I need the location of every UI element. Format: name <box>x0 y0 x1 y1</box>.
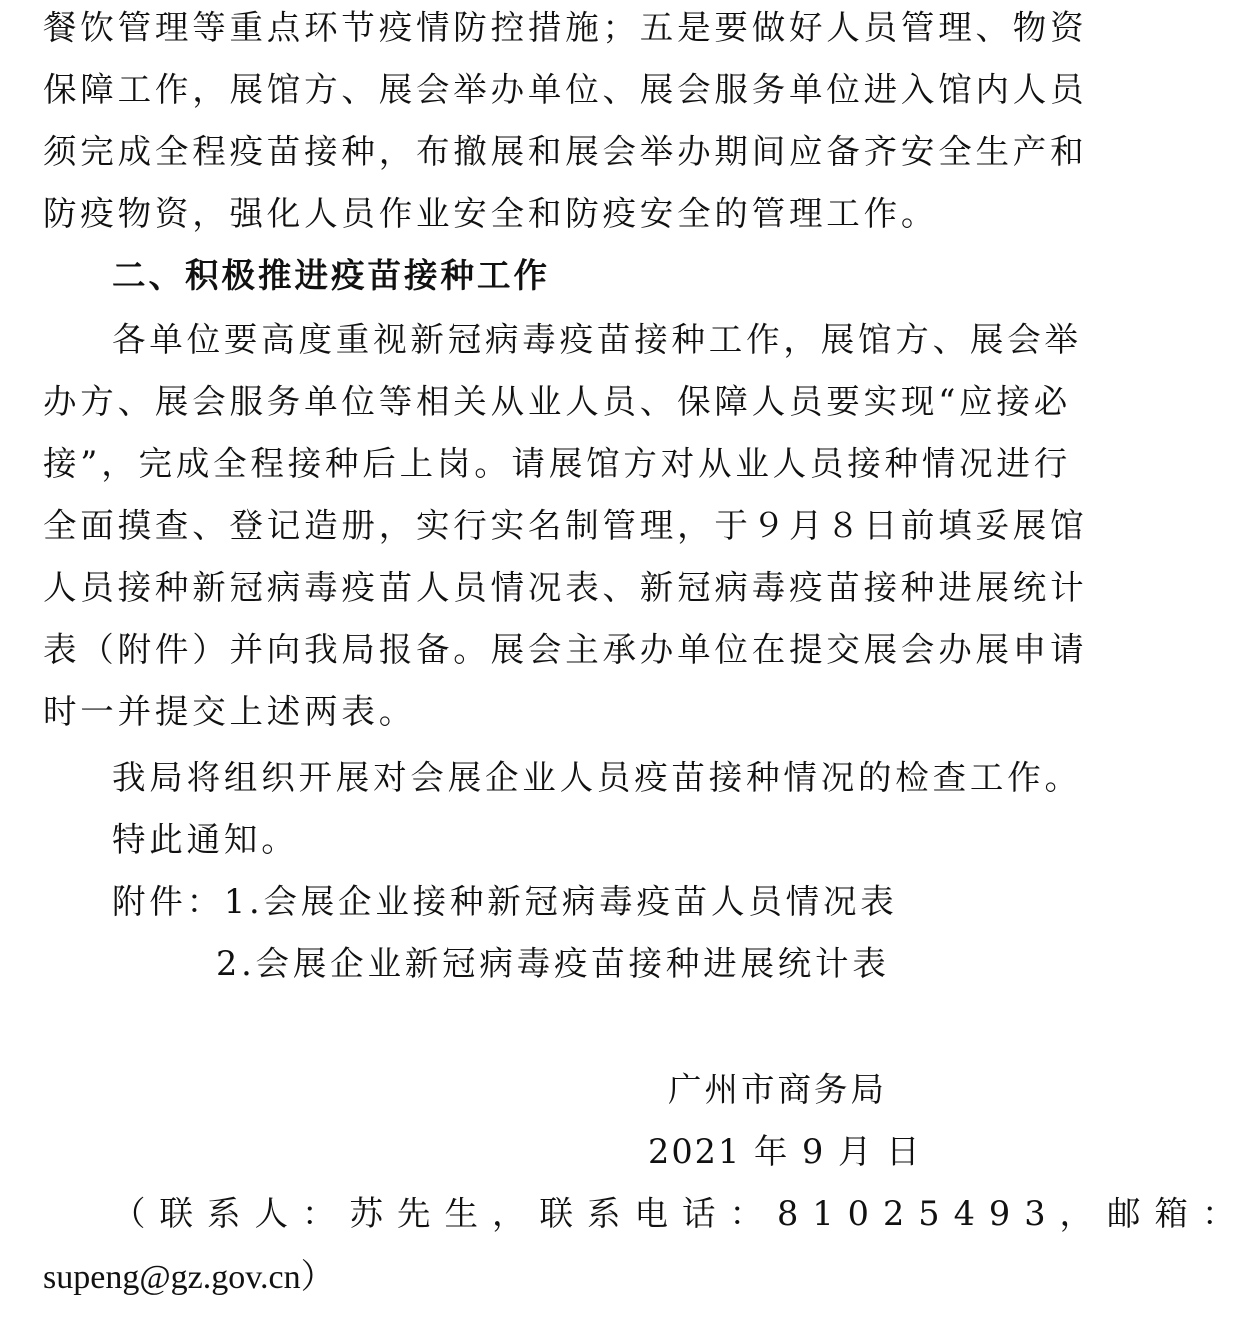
attachment-item-2: 2.会展企业新冠病毒疫苗接种进展统计表 <box>216 944 890 983</box>
paragraph-2-line-1: 各单位要高度重视新冠病毒疫苗接种工作，展馆方、展会举 <box>112 320 1082 359</box>
paragraph-1-line-2: 保障工作，展馆方、展会举办单位、展会服务单位进入馆内人员 <box>43 70 1088 109</box>
notice-line: 特此通知。 <box>112 820 299 859</box>
paragraph-2-line-7: 时一并提交上述两表。 <box>43 692 416 731</box>
paragraph-2-line-6: 表（附件）并向我局报备。展会主承办单位在提交展会办展申请 <box>43 630 1088 669</box>
paragraph-1-line-4: 防疫物资，强化人员作业安全和防疫安全的管理工作。 <box>43 194 939 233</box>
contact-email: supeng@gz.gov.cn） <box>43 1259 335 1296</box>
paragraph-1-line-1: 餐饮管理等重点环节疫情防控措施；五是要做好人员管理、物资 <box>43 8 1088 47</box>
contact-line: （联系人：苏先生，联系电话：81025493，邮箱： <box>112 1194 1250 1233</box>
paragraph-2-line-4: 全面摸查、登记造册，实行实名制管理，于９月８日前填妥展馆 <box>43 506 1088 545</box>
signature-date: 2021 年 9 月 日 <box>648 1132 922 1171</box>
paragraph-2-line-2: 办方、展会服务单位等相关从业人员、保障人员要实现“应接必 <box>43 382 1072 421</box>
paragraph-2-line-3: 接”，完成全程接种后上岗。请展馆方对从业人员接种情况进行 <box>43 444 1072 483</box>
paragraph-3: 我局将组织开展对会展企业人员疫苗接种情况的检查工作。 <box>112 758 1082 797</box>
paragraph-2-line-5: 人员接种新冠病毒疫苗人员情况表、新冠病毒疫苗接种进展统计 <box>43 568 1088 607</box>
section-heading: 二、积极推进疫苗接种工作 <box>112 256 550 295</box>
signature-organization: 广州市商务局 <box>668 1070 887 1109</box>
attachment-item-1: 附件：1.会展企业接种新冠病毒疫苗人员情况表 <box>112 882 898 921</box>
paragraph-1-line-3: 须完成全程疫苗接种，布撤展和展会举办期间应备齐安全生产和 <box>43 132 1088 171</box>
